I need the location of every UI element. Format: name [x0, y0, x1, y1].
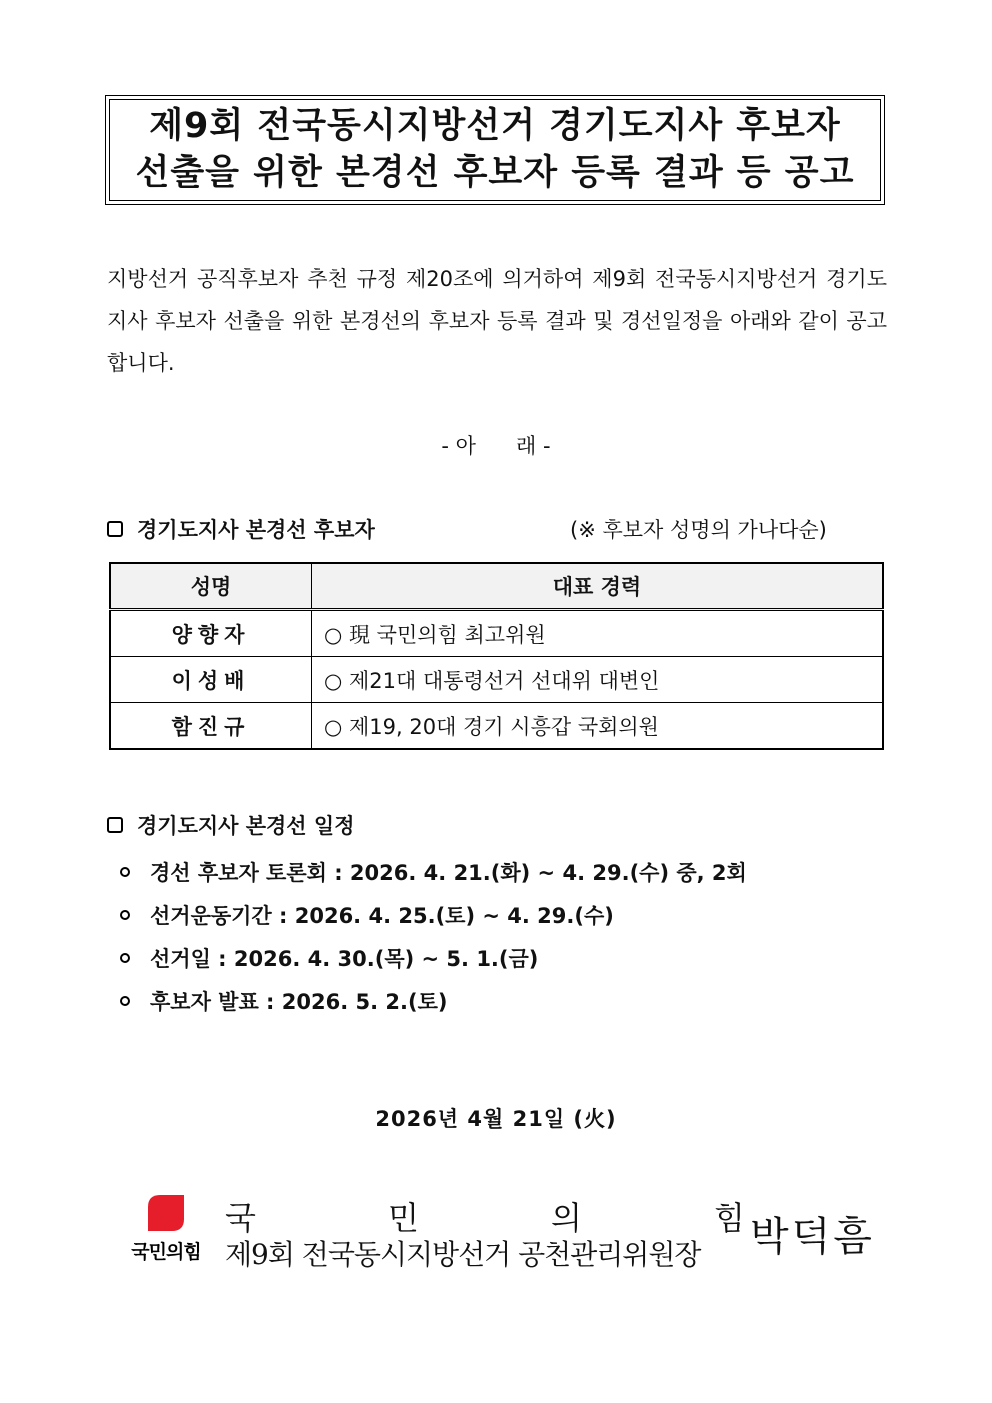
schedule-list — [120, 850, 747, 1022]
list-item — [120, 979, 747, 1022]
schedule-item-text: 선거일 : 2026. 4. 30.(목) ~ 5. 1.(금) — [150, 946, 539, 971]
circle-bullet-icon — [120, 910, 130, 920]
title-inner-frame — [109, 99, 881, 201]
sort-note: (※ 후보자 성명의 가나다순) — [570, 518, 827, 542]
candidate-career: ○ 제19, 20대 경기 시흥갑 국회의원 — [312, 703, 884, 750]
party-logo — [120, 1195, 212, 1270]
column-header-career: 대표 경력 — [312, 563, 884, 610]
org-char: 민 — [388, 1199, 419, 1237]
square-bullet-icon — [107, 817, 123, 833]
below-marker: - 아 래 - — [441, 434, 551, 458]
party-logo-icon — [148, 1195, 184, 1231]
list-item — [120, 936, 747, 979]
candidate-name: 이성배 — [110, 657, 312, 703]
section-schedule-title: 경기도지사 본경선 일정 — [137, 814, 355, 838]
org-char: 의 — [551, 1199, 582, 1237]
section-candidates-heading — [107, 514, 375, 544]
candidate-career: ○ 제21대 대통령선거 선대위 대변인 — [312, 657, 884, 703]
candidate-career: ○ 現 국민의힘 최고위원 — [312, 610, 884, 657]
table-row — [110, 610, 883, 657]
table-row — [110, 657, 883, 703]
circle-bullet-icon — [120, 996, 130, 1006]
candidate-name: 양향자 — [110, 610, 312, 657]
schedule-item-text: 후보자 발표 : 2026. 5. 2.(토) — [150, 989, 448, 1014]
signer-name: 박덕흠 — [750, 1214, 875, 1260]
logo-wordmark: 국민의힘 — [131, 1241, 201, 1263]
table-header-row — [110, 563, 883, 610]
table-row — [110, 703, 883, 750]
circle-bullet-icon — [120, 867, 130, 877]
candidate-name: 함진규 — [110, 703, 312, 750]
list-item — [120, 893, 747, 936]
candidates-table — [109, 562, 884, 750]
title-line-1: 제9회 전국동시지방선거 경기도지사 후보자 — [149, 106, 841, 146]
schedule-item-text: 선거운동기간 : 2026. 4. 25.(토) ~ 4. 29.(수) — [150, 903, 614, 928]
intro-paragraph: 지방선거 공직후보자 추천 규정 제20조에 의거하여 제9회 전국동시지방선거 경기도지사 후보자 선출을 위한 본경선의 후보자 등록 결과 및 경선일정을 아래와 같이 공고합니다. — [107, 267, 887, 375]
title-line-2: 선출을 위한 본경선 후보자 등록 결과 등 공고 — [135, 153, 855, 193]
announcement-date: 2026년 4월 21일 (火) — [375, 1107, 617, 1131]
list-item — [120, 850, 747, 893]
section-schedule-heading — [107, 810, 354, 840]
circle-bullet-icon — [120, 953, 130, 963]
title-box — [105, 95, 885, 205]
org-char: 힘 — [714, 1199, 745, 1237]
org-char: 국 — [225, 1199, 256, 1237]
square-bullet-icon — [107, 521, 123, 537]
column-header-name: 성명 — [110, 563, 312, 610]
logo-shape — [148, 1195, 184, 1231]
section-candidates-title: 경기도지사 본경선 후보자 — [137, 518, 375, 542]
schedule-item-text: 경선 후보자 토론회 : 2026. 4. 21.(화) ~ 4. 29.(수) 중, 2회 — [150, 860, 747, 885]
committee-title: 제9회 전국동시지방선거 공천관리위원장 — [225, 1238, 701, 1271]
